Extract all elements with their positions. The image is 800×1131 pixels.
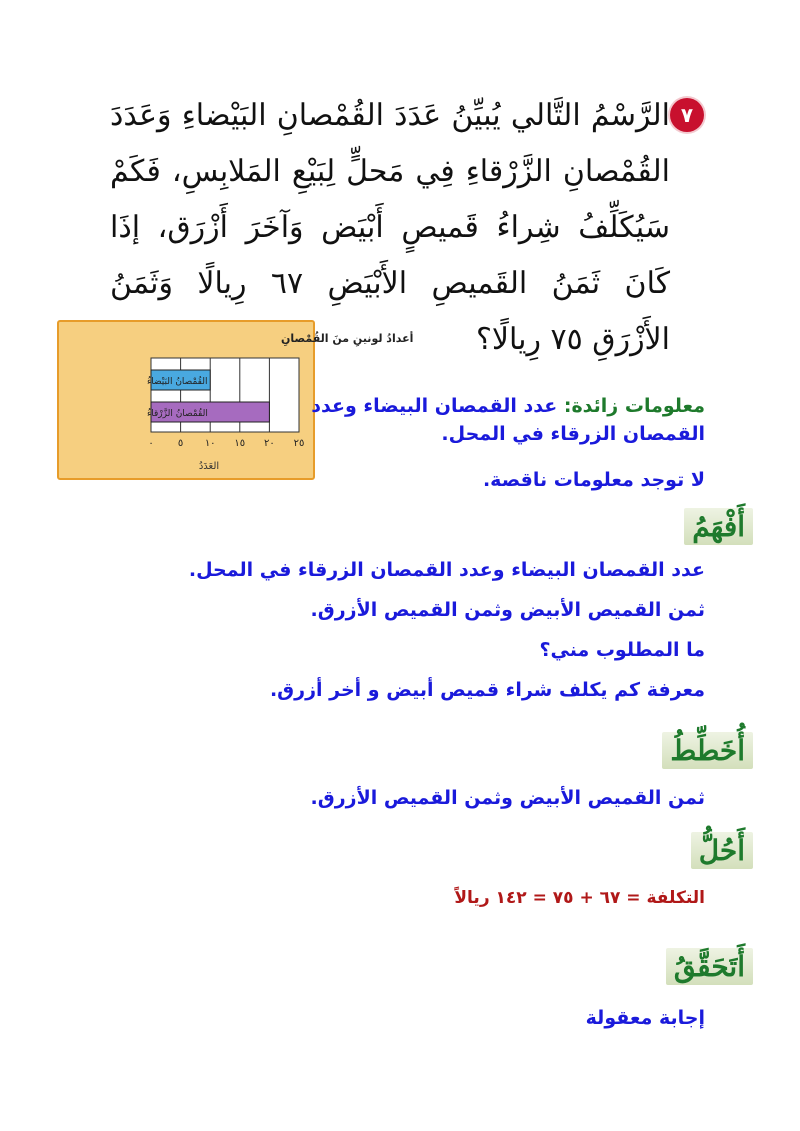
chart-x-tick-label: ٢٠ xyxy=(264,438,275,449)
understand-line: عدد القمصان البيضاء وعدد القمصان الزرقاء في المحل. xyxy=(188,559,705,581)
chart-x-tick-label: ٠ xyxy=(148,438,154,449)
solve-calculation: التكلفة = ٦٧ + ٧٥ = ١٤٢ ريالاً xyxy=(454,888,705,908)
understand-line: ثمن القميص الأبيض وثمن القميص الأزرق. xyxy=(310,599,705,621)
understand-question: ما المطلوب مني؟ xyxy=(539,639,705,661)
chart-category-label: القُمْصانُ الزَّرْقاءُ xyxy=(147,409,208,419)
problem-line: القُمْصانِ الزَّرْقاءِ فِي مَحلٍّ لِبَيْعِ المَلابِسِ، فَكَمْ xyxy=(110,154,670,189)
chart-x-tick-label: ٥ xyxy=(177,438,184,449)
chart-x-tick-label: ٢٥ xyxy=(293,438,305,449)
heading-plan: أُخَطِّطُ xyxy=(662,732,753,769)
problem-line: الأَزْرَقِ ٧٥ رِيالًا؟ xyxy=(475,322,670,357)
chart-x-tick-label: ١٠ xyxy=(204,438,216,449)
problem-line: كَانَ ثَمَنُ القَميصِ الأَبْيَضِ ٦٧ رِيالًا وَثَمَنُ xyxy=(110,266,670,301)
bar-chart-card xyxy=(57,320,414,480)
chart-xlabel: العَدَدُ xyxy=(198,461,220,472)
extra-info xyxy=(310,392,705,448)
extra-info-text: عدد القمصان البيضاء وعدد القمصان الزرقاء في المحل. xyxy=(311,395,705,445)
check-line: إجابة معقولة xyxy=(585,1007,705,1029)
chart-title: أعدادُ لونينِ منَ القُمْصانِ xyxy=(281,332,414,345)
extra-info-label: معلومات زائدة: xyxy=(563,395,705,417)
chart-x-tick-label: ١٥ xyxy=(234,438,246,449)
problem-number-badge: ٧ xyxy=(670,98,704,132)
problem-line: سَيُكَلِّفُ شِراءُ قَميصٍ أَبْيَض وَآخَرَ أَزْرَق، إذَا xyxy=(110,210,670,245)
heading-understand: أَفْهَمُ xyxy=(684,508,753,545)
heading-solve: أَحُلُّ xyxy=(691,832,753,869)
missing-info: لا توجد معلومات ناقصة. xyxy=(482,469,705,491)
understand-line: معرفة كم يكلف شراء قميص أبيض و أخر أزرق. xyxy=(269,679,705,701)
bar-chart xyxy=(59,322,414,478)
chart-category-label: القُمْصانُ البَيْضاءُ xyxy=(147,377,208,387)
problem-line: الرَّسْمُ التَّالي يُبيِّنُ عَدَدَ القُمْصانِ البَيْضاءِ وَعَدَدَ xyxy=(110,98,670,133)
heading-check: أَتَحَقَّقُ xyxy=(666,948,753,985)
plan-line: ثمن القميص الأبيض وثمن القميص الأزرق. xyxy=(310,787,705,809)
